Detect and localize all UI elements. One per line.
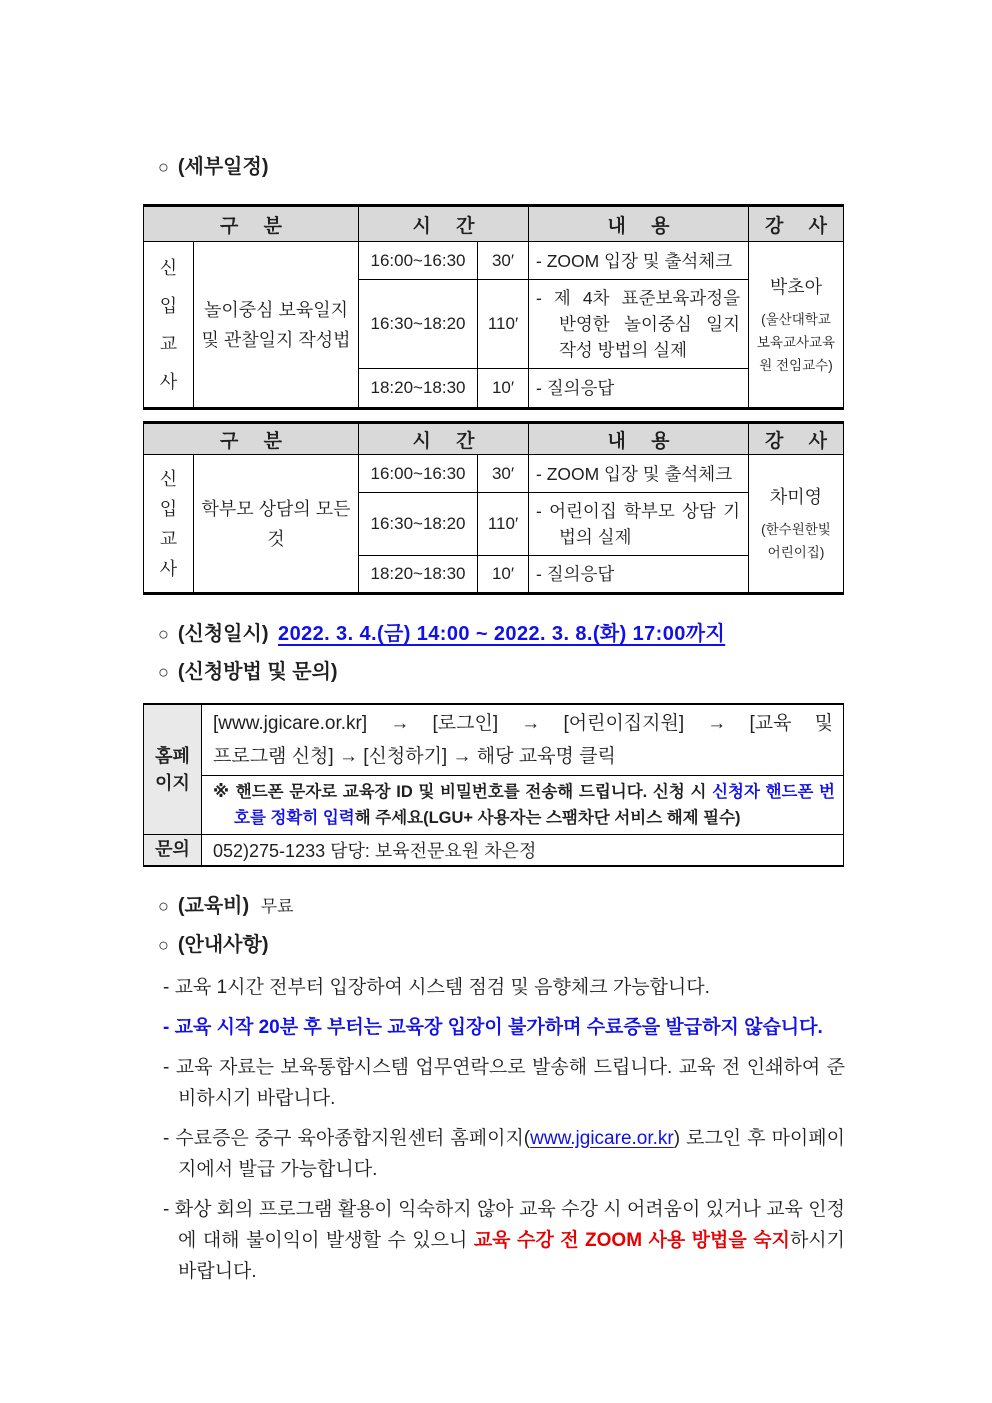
time-cell: 18:20~18:30 bbox=[359, 556, 478, 594]
instructor-affiliation: (한수원한빛 어린이집) bbox=[761, 522, 831, 560]
time-cell: 16:30~18:20 bbox=[359, 280, 478, 369]
notice-heading-label: (안내사항) bbox=[177, 933, 269, 956]
notice-item-1: - 교육 1시간 전부터 입장하여 시스템 점검 및 음향체크 가능합니다. bbox=[163, 976, 710, 998]
note-text: ※ 핸드폰 문자로 교육장 ID 및 비밀번호를 전송해 드립니다. 신청 시 bbox=[213, 783, 713, 801]
schedule-table-1 bbox=[143, 204, 844, 410]
notice-item-5 bbox=[143, 1194, 845, 1287]
apply-datetime-label: (신청일시) bbox=[177, 623, 269, 645]
homepage-steps bbox=[202, 704, 844, 776]
content-cell: - 질의응답 bbox=[529, 369, 749, 409]
schedule-heading-label: (세부일정) bbox=[177, 156, 269, 178]
notice-item-2: - 교육 시작 20분 후 부터는 교육장 입장이 불가하며 수료증을 발급하지 않습니다. bbox=[163, 1016, 823, 1038]
table-row bbox=[144, 455, 844, 493]
apply-method-label: (신청방법 및 문의) bbox=[177, 661, 338, 683]
circle-bullet-icon: ○ bbox=[158, 624, 169, 644]
table-header-row bbox=[144, 206, 844, 242]
content-cell: - ZOOM 입장 및 출석체크 bbox=[529, 455, 749, 493]
notice-item-5-text: 하시기 바랍니다. bbox=[178, 1229, 845, 1282]
circle-bullet-icon: ○ bbox=[158, 157, 169, 177]
notice-item-4-text: ) 로그인 후 마이페이지에서 발급 가능합니다. bbox=[178, 1127, 845, 1180]
time-cell: 18:20~18:30 bbox=[359, 369, 478, 409]
instructor-name: 차미영 bbox=[769, 487, 823, 507]
table-row bbox=[144, 242, 844, 280]
note-emphasis-blue: 신청자 핸드폰 번호를 정확히 입력 bbox=[234, 783, 835, 827]
header-gangsa: 강 사 bbox=[749, 423, 844, 455]
topic-cell: 놀이중심 보육일지 및 관찰일지 작성법 bbox=[194, 242, 359, 409]
circle-bullet-icon: ○ bbox=[158, 895, 169, 916]
time-cell: 16:00~16:30 bbox=[359, 455, 478, 493]
instructor-name: 박초아 bbox=[769, 276, 823, 297]
homepage-link[interactable]: www.jgicare.or.kr bbox=[530, 1127, 674, 1149]
header-gubun: 구 분 bbox=[144, 206, 359, 242]
group-vertical-text: 신입교사 bbox=[159, 468, 178, 579]
homepage-label: 홈페이지 bbox=[144, 704, 202, 835]
duration-cell: 30′ bbox=[478, 242, 529, 280]
inquiry-value: 052)275-1233 담당: 보육전문요원 차은정 bbox=[202, 835, 844, 866]
duration-cell: 110′ bbox=[478, 493, 529, 556]
header-sigan: 시 간 bbox=[359, 206, 529, 242]
notice-item-5-emphasis-red: 교육 수강 전 ZOOM 사용 방법을 숙지 bbox=[473, 1229, 790, 1251]
header-naeyong: 내 용 bbox=[529, 206, 749, 242]
section-heading-notice bbox=[158, 930, 845, 960]
content-cell: - 어린이집 학부모 상담 기법의 실제 bbox=[529, 493, 749, 556]
time-cell: 16:30~18:20 bbox=[359, 493, 478, 556]
notice-item-4-text: - 수료증은 중구 육아종합지원센터 홈페이지( bbox=[163, 1127, 531, 1149]
notice-item-4 bbox=[143, 1123, 845, 1185]
instructor-affiliation: (울산대학교 보육교사교육원 전임교수) bbox=[756, 311, 836, 373]
section-heading-apply-datetime bbox=[158, 619, 845, 649]
schedule-table-2 bbox=[143, 421, 844, 595]
instructor-cell bbox=[749, 242, 844, 409]
homepage-steps-row bbox=[144, 704, 844, 776]
section-heading-schedule bbox=[158, 152, 845, 182]
table-header-row bbox=[144, 423, 844, 455]
inquiry-row bbox=[144, 835, 844, 866]
header-gangsa: 강 사 bbox=[749, 206, 844, 242]
notice-item-5-text: - 화상 회의 프로그램 활용이 익숙하지 않아 교육 수강 시 어려움이 있거나 교육 인정에 대해 불이익이 발생할 수 있으니 bbox=[163, 1198, 845, 1251]
header-sigan: 시 간 bbox=[359, 423, 529, 455]
group-cell bbox=[144, 242, 194, 409]
content-cell: - 제 4차 표준보육과정을 반영한 놀이중심 일지 작성 방법의 실제 bbox=[529, 280, 749, 369]
document-page bbox=[143, 0, 845, 1287]
group-vertical-text: 신입교사 bbox=[159, 257, 178, 392]
inquiry-label: 문의 bbox=[144, 835, 202, 866]
header-gubun: 구 분 bbox=[144, 423, 359, 455]
section-heading-apply-method bbox=[158, 657, 845, 687]
time-cell: 16:00~16:30 bbox=[359, 242, 478, 280]
header-naeyong: 내 용 bbox=[529, 423, 749, 455]
fee-value: 무료 bbox=[260, 896, 294, 916]
notice-item-3: - 교육 자료는 보육통합시스템 업무연락으로 발송해 드립니다. 교육 전 인쇄하여 준비하시기 바랍니다. bbox=[163, 1056, 845, 1109]
duration-cell: 30′ bbox=[478, 455, 529, 493]
circle-bullet-icon: ○ bbox=[158, 934, 169, 955]
homepage-note bbox=[202, 776, 844, 835]
instructor-cell bbox=[749, 455, 844, 594]
homepage-steps-line2: 프로그램 신청] → [신청하기] → 해당 교육명 클릭 bbox=[213, 746, 616, 767]
duration-cell: 10′ bbox=[478, 369, 529, 409]
duration-cell: 110′ bbox=[478, 280, 529, 369]
circle-bullet-icon: ○ bbox=[158, 662, 169, 682]
content-cell: - ZOOM 입장 및 출석체크 bbox=[529, 242, 749, 280]
homepage-steps-line1: [www.jgicare.or.kr] → [로그인] → [어린이집지원] → [교육 및 bbox=[213, 713, 833, 734]
topic-cell: 학부모 상담의 모든 것 bbox=[194, 455, 359, 594]
homepage-note-row bbox=[144, 776, 844, 835]
duration-cell: 10′ bbox=[478, 556, 529, 594]
section-heading-fee bbox=[158, 891, 845, 922]
content-cell: - 질의응답 bbox=[529, 556, 749, 594]
contact-table bbox=[143, 703, 844, 867]
fee-label: (교육비) bbox=[177, 894, 250, 917]
note-text: 해 주세요(LGU+ 사용자는 스팸차단 서비스 해제 필수) bbox=[354, 809, 741, 827]
apply-datetime-value: 2022. 3. 4.(금) 14:00 ~ 2022. 3. 8.(화) 17:00까지 bbox=[278, 623, 726, 645]
group-cell bbox=[144, 455, 194, 594]
